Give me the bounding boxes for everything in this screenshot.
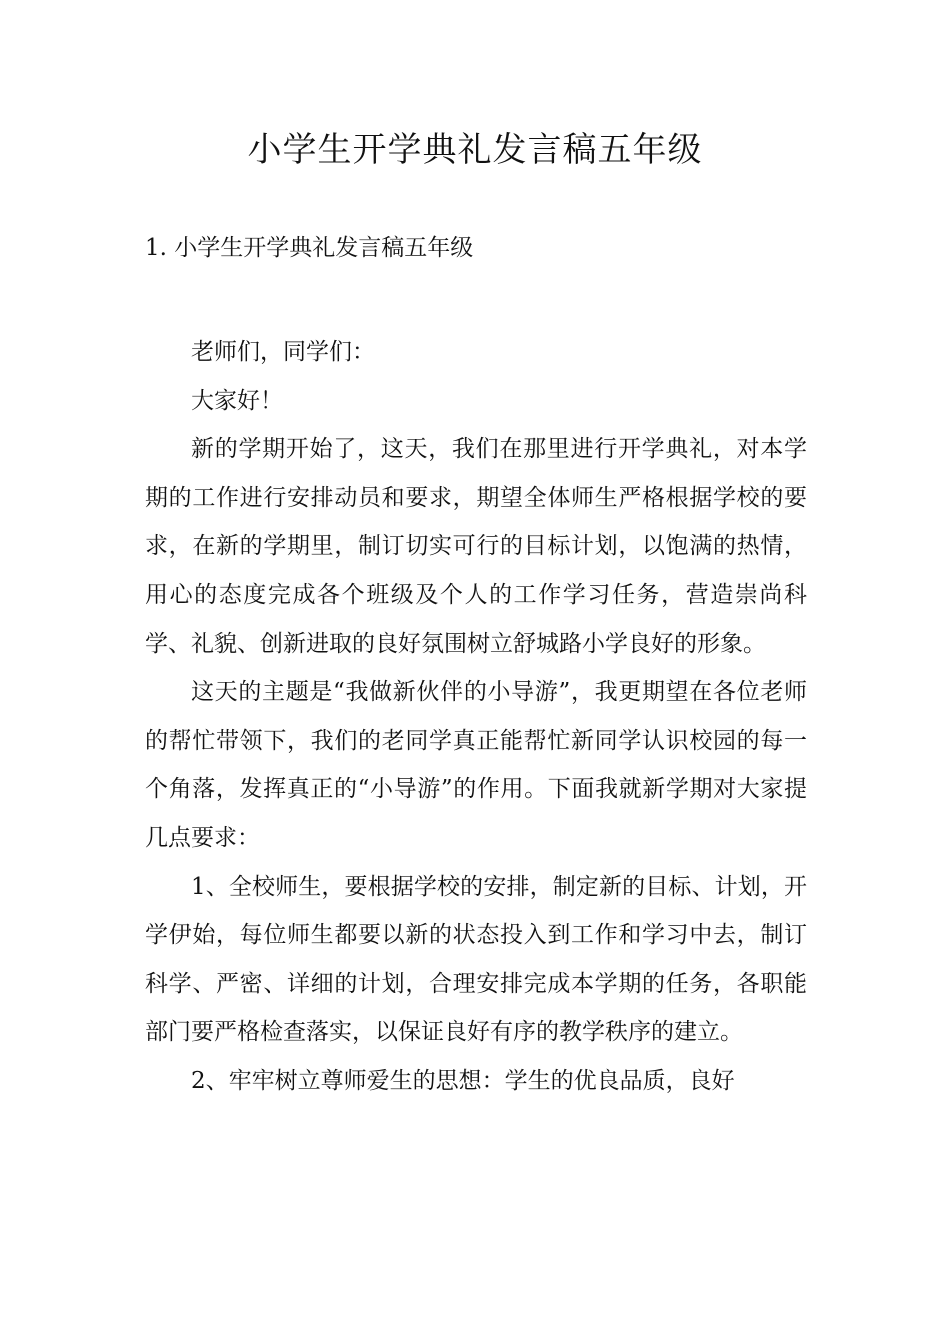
body-paragraph: 这天的主题是“我做新伙伴的小导游”，我更期望在各位老师的帮忙带领下，我们的老同学真正能帮忙新同学认识校园的每一个角落，发挥真正的“小导游”的作用。下面我就新学期对大家提几点要求： xyxy=(145,679,807,851)
section-heading: 1. 小学生开学典礼发言稿五年级 xyxy=(145,235,474,261)
greeting-line: 老师们，同学们： xyxy=(191,339,375,365)
salutation-line: 大家好！ xyxy=(191,387,283,414)
body-paragraph: 1、全校师生，要根据学校的安排，制定新的目标、计划，开学伊始，每位师生都要以新的状态投入到工作和学习中去，制订科学、严密、详细的计划，合理安排完成本学期的任务，各职能部门要严格检查落实，以保证良好有序的教学秩序的建立。 xyxy=(145,873,807,1046)
document-title: 小学生开学典礼发言稿五年级 xyxy=(247,130,703,170)
body-paragraph: 2、牢牢树立尊师爱生的思想：学生的优良品质，良好 xyxy=(191,1067,735,1094)
document-body xyxy=(145,328,807,1106)
body-paragraph: 新的学期开始了，这天，我们在那里进行开学典礼，对本学期的工作进行安排动员和要求，期望全体师生严格根据学校的要求，在新的学期里，制订切实可行的目标计划，以饱满的热情，用心的态度完成各个班级及个人的工作学习任务，营造崇尚科学、礼貌、创新进取的良好氛围树立舒城路小学良好的形象。 xyxy=(145,436,807,657)
